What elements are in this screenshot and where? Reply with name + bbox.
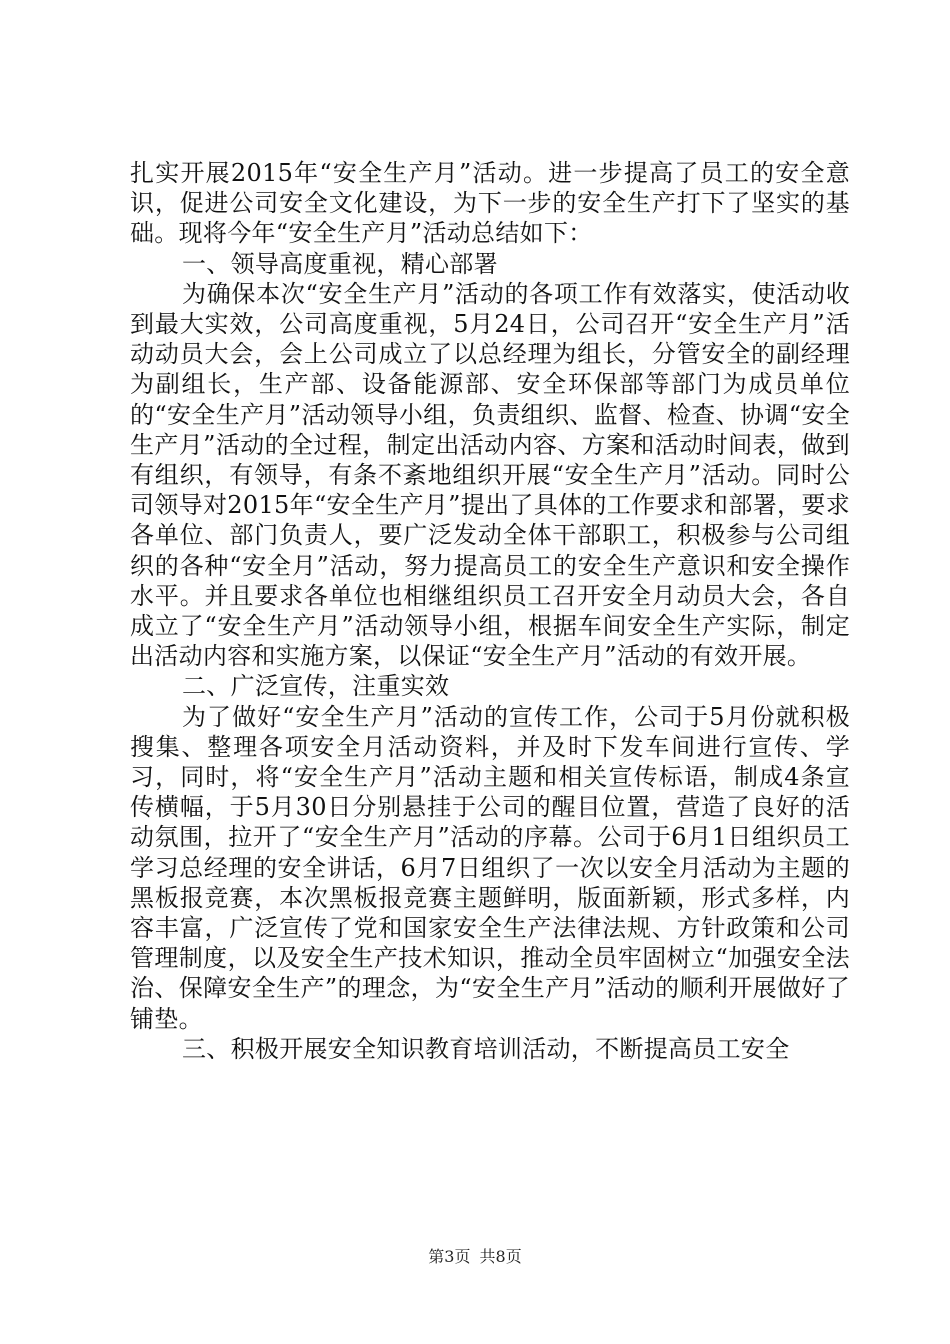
page-footer — [0, 1244, 950, 1267]
section-heading-1: 一、领导高度重视，精心部署 — [182, 249, 498, 278]
page-number: 第3页 — [428, 1247, 471, 1266]
page-total: 共8页 — [479, 1247, 522, 1266]
document-body — [130, 158, 850, 1064]
paragraph-section-2: 为了做好“安全生产月”活动的宣传工作，公司于5月份就积极搜集、整理各项安全月活动资料，并及时下发车间进行宣传、学习，同时，将“安全生产月”活动主题和相关宣传标语，制成4条宣传横幅，于5月30日分别悬挂于公司的醒目位置，营造了良好的活动氛围，拉开了“安全生产月”活动的序幕。公司于6月1日组织员工学习总经理的安全讲话，6月7日组织了一次以安全月活动为主题的黑板报竞赛，本次黑板报竞赛主题鲜明，版面新颖，形式多样，内容丰富，广泛宣传了党和国家安全生产法律法规、方针政策和公司管理制度，以及安全生产技术知识，推动全员牢固树立“加强安全法治、保障安全生产”的理念，为“安全生产月”活动的顺利开展做好了铺垫。 — [130, 702, 850, 1033]
paragraph-intro: 扎实开展2015年“安全生产月”活动。进一步提高了员工的安全意识，促进公司安全文化建设，为下一步的安全生产打下了坚实的基础。现将今年“安全生产月”活动总结如下： — [130, 159, 850, 248]
section-heading-3: 三、积极开展安全知识教育培训活动，不断提高员工安全 — [182, 1034, 790, 1063]
paragraph-section-1: 为确保本次“安全生产月”活动的各项工作有效落实，使活动收到最大实效，公司高度重视，5月24日，公司召开“安全生产月”活动动员大会，会上公司成立了以总经理为组长，分管安全的副经理为副组长，生产部、设备能源部、安全环保部等部门为成员单位的“安全生产月”活动领导小组，负责组织、监督、检查、协调“安全生产月”活动的全过程，制定出活动内容、方案和活动时间表，做到有组织，有领导，有条不紊地组织开展“安全生产月”活动。同时公司领导对2015年“安全生产月”提出了具体的工作要求和部署，要求各单位、部门负责人，要广泛发动全体干部职工，积极参与公司组织的各种“安全月”活动，努力提高员工的安全生产意识和安全操作水平。并且要求各单位也相继组织员工召开安全月动员大会，各自成立了“安全生产月”活动领导小组，根据车间安全生产实际，制定出活动内容和实施方案，以保证“安全生产月”活动的有效开展。 — [130, 279, 850, 671]
section-heading-2: 二、广泛宣传，注重实效 — [182, 672, 450, 701]
